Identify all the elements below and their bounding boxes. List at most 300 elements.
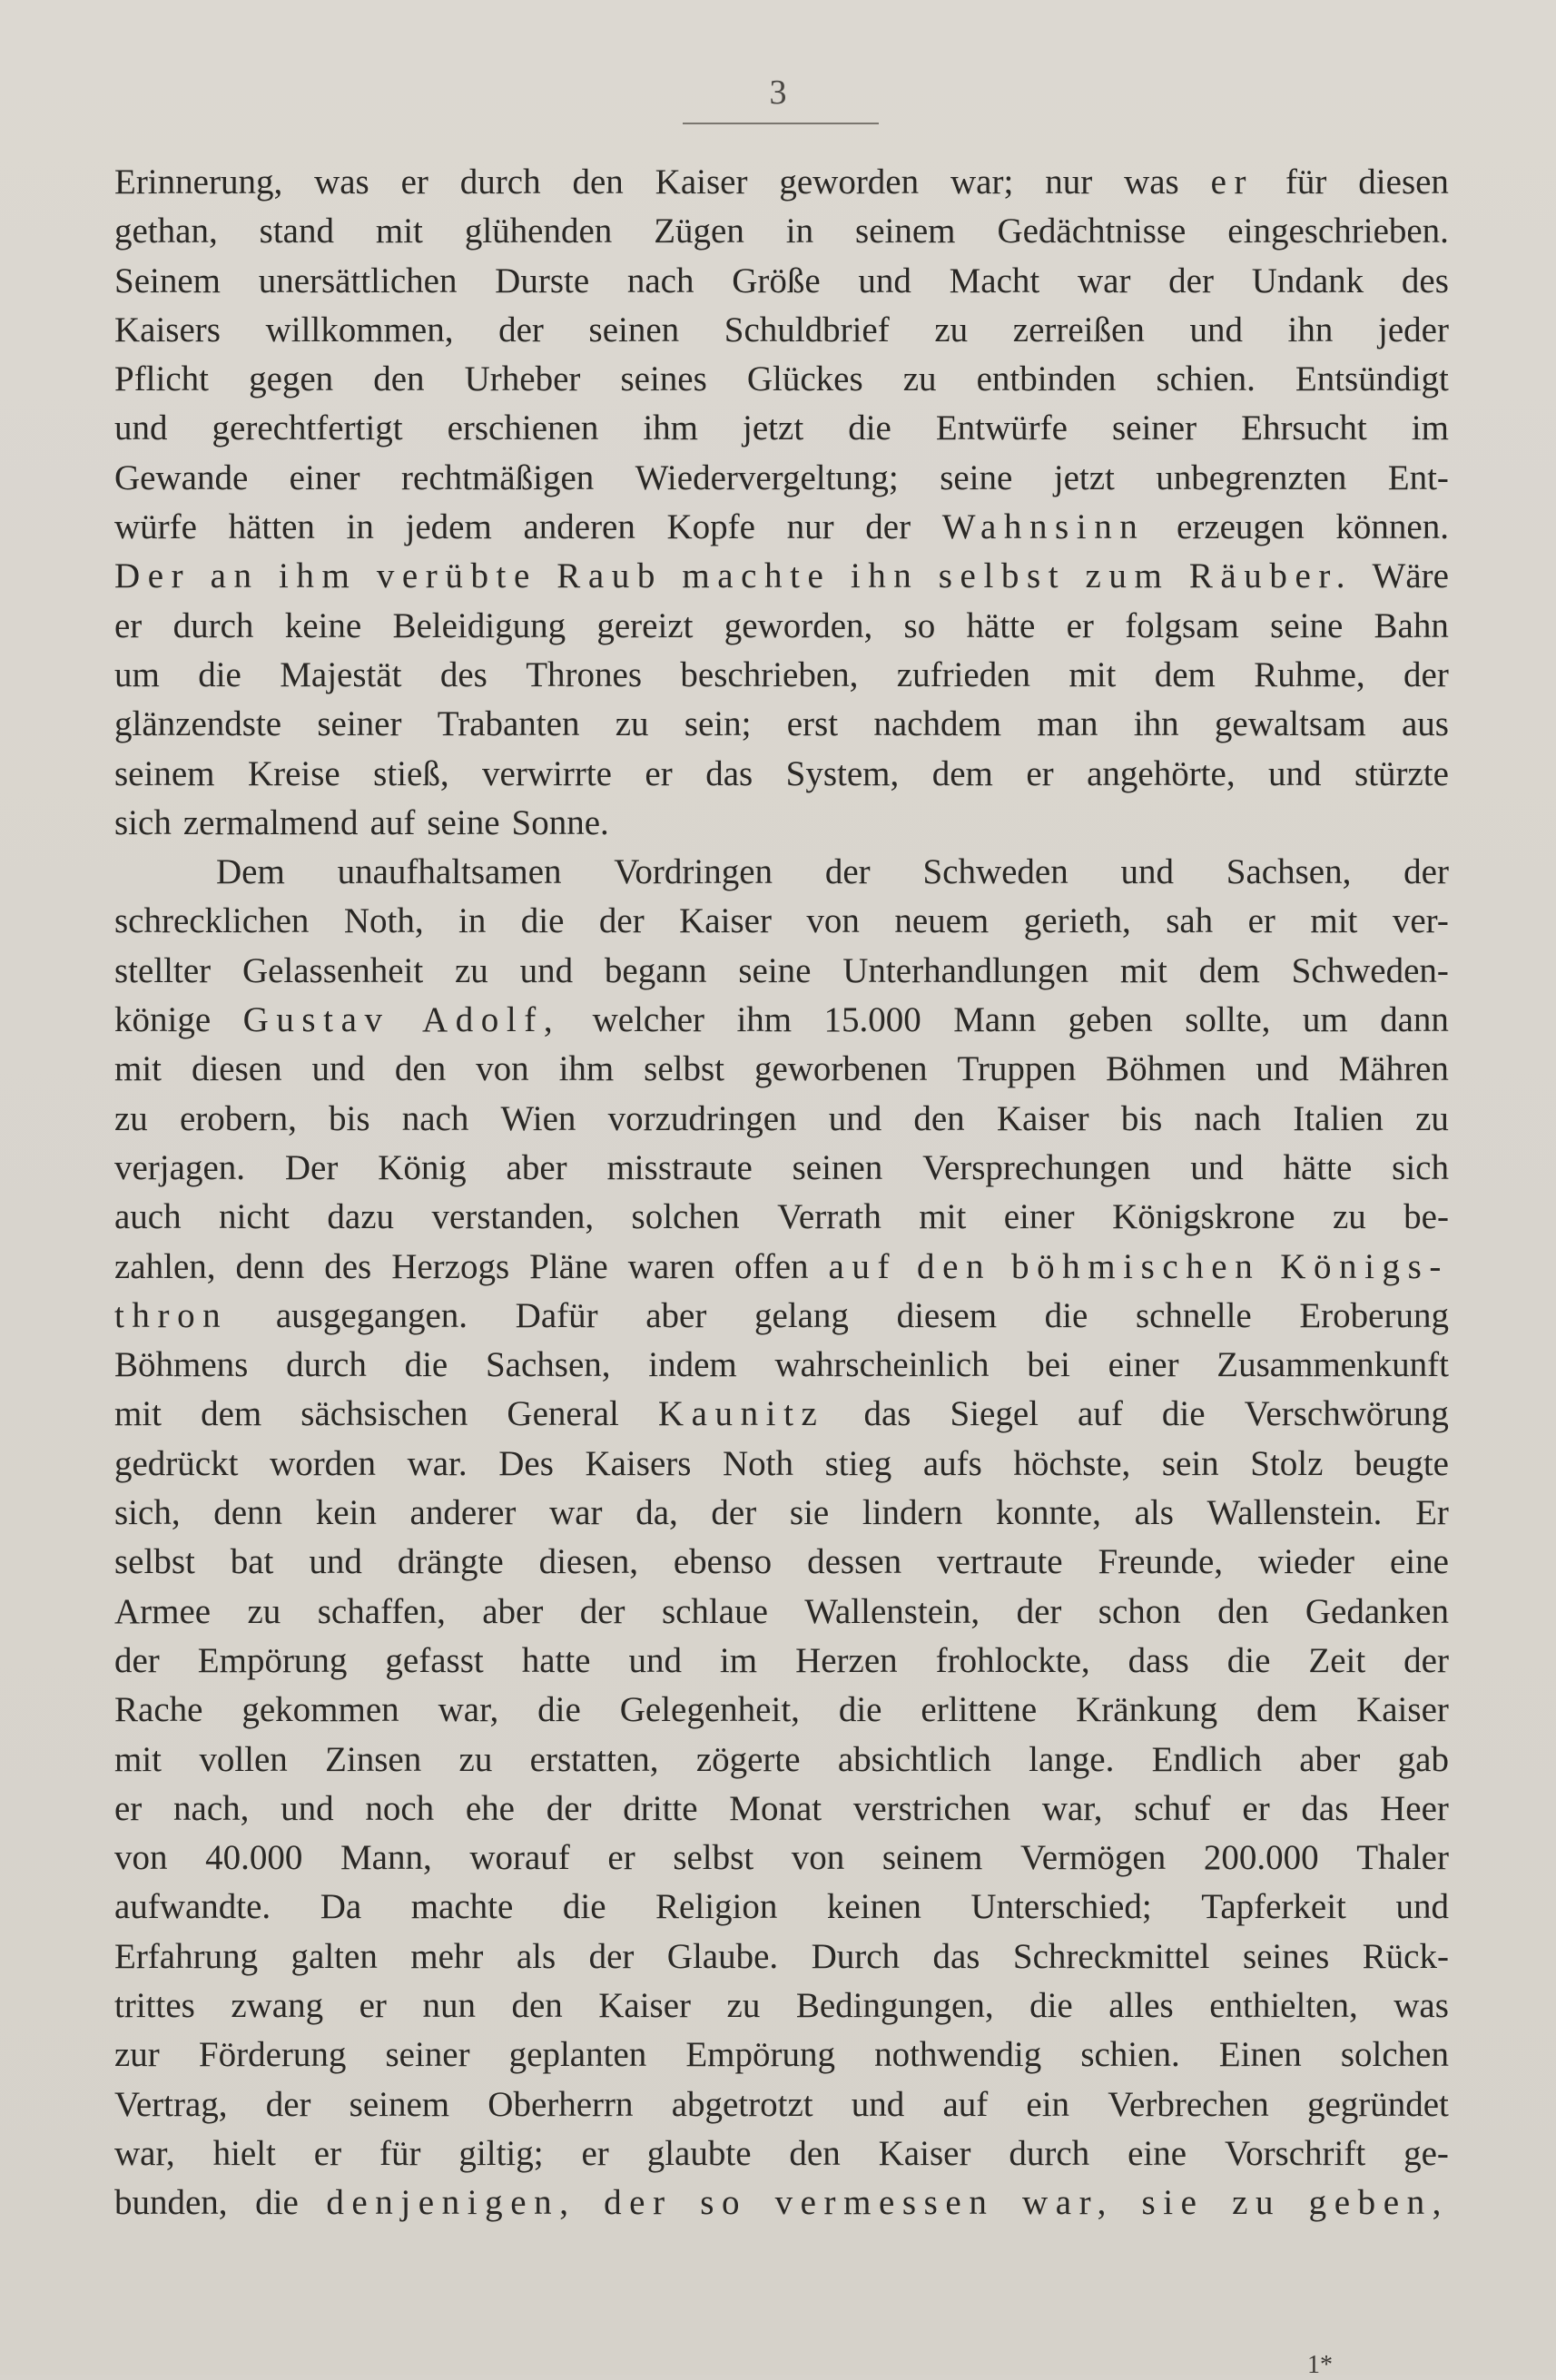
text-line (114, 552, 1449, 601)
word: aufwandte. (114, 1887, 271, 1927)
word: geworden (779, 162, 920, 202)
word: Pflicht (114, 359, 209, 399)
word: Kaiser (655, 162, 748, 202)
word: Wallenstein, (804, 1591, 980, 1631)
spaced-word: war, (1021, 2183, 1114, 2223)
word: der (1168, 261, 1214, 300)
word: von (791, 1838, 845, 1878)
word: Schuldbrief (724, 310, 890, 349)
word: er (1247, 901, 1275, 941)
word: was (1394, 1985, 1449, 2025)
word: Heer (1380, 1788, 1449, 1828)
spaced-word: sie (1141, 2183, 1205, 2223)
word: aus (1401, 704, 1449, 744)
word: ausgegangen. (275, 1295, 468, 1335)
page-number: 3 (769, 74, 787, 112)
word: jedem (405, 507, 492, 547)
spaced-word: an (210, 556, 260, 596)
text-line (114, 1440, 1449, 1489)
word: seine (1270, 605, 1344, 645)
spaced-word: thron (114, 1295, 229, 1335)
word: können. (1335, 507, 1449, 547)
word: durch (1009, 2133, 1090, 2173)
word: um (1302, 1000, 1348, 1040)
word: der (546, 1788, 592, 1828)
word: Königskrone (1112, 1197, 1295, 1237)
word: folgsam (1125, 605, 1239, 645)
word: die (838, 1690, 882, 1730)
word: das (705, 753, 753, 793)
word: Schweden- (1291, 950, 1449, 990)
word: die (255, 2183, 299, 2223)
word: Urheber (464, 359, 581, 399)
word: aber (482, 1591, 544, 1631)
word: anderer (409, 1493, 517, 1533)
word: ehe (465, 1788, 515, 1828)
word: Ent- (1387, 457, 1449, 497)
word: Freunde, (1098, 1542, 1224, 1582)
word: Tapferkeit (1201, 1887, 1346, 1927)
word: Wiedervergeltung; (635, 457, 899, 497)
word: kein (315, 1493, 377, 1533)
text-line (114, 897, 1449, 946)
text-line (114, 1588, 1449, 1637)
word: schnelle (1135, 1295, 1252, 1335)
word: glaubte (646, 2133, 752, 2173)
word: aber (645, 1295, 707, 1335)
word: Wallenstein. (1206, 1493, 1383, 1533)
word: Noth, (343, 901, 424, 941)
word: nach, (173, 1788, 250, 1828)
word: der (1016, 1591, 1062, 1631)
word: ihm (736, 1000, 793, 1040)
word: Gelassenheit (241, 950, 424, 990)
word: Gedanken (1305, 1591, 1449, 1631)
word: war (1077, 261, 1131, 300)
word: Noth (723, 1443, 793, 1483)
word: Vertrag, (114, 2084, 228, 2124)
word: galten (291, 1936, 378, 1976)
word: aber (506, 1147, 567, 1187)
word: den (913, 1098, 965, 1138)
word: jetzt (1053, 457, 1115, 497)
word: unaufhaltsamen (337, 852, 562, 892)
word: und (281, 1788, 334, 1828)
word: seiner (1111, 408, 1197, 448)
word: des (324, 1246, 372, 1286)
text-line (114, 1637, 1449, 1686)
word: ihn (1287, 310, 1334, 349)
word: was (1124, 162, 1179, 202)
word: und (858, 261, 911, 300)
word: Unterhandlungen (842, 950, 1089, 990)
word: Schweden (922, 852, 1069, 892)
word: dem (931, 753, 993, 793)
word: unbegrenzten (1156, 457, 1347, 497)
text-line (114, 207, 1449, 256)
spaced-word: Königs- (1280, 1246, 1449, 1286)
word: dem (1256, 1690, 1318, 1730)
word: verwirrte (482, 753, 612, 793)
word: denn (213, 1493, 283, 1533)
spaced-word: Räuber. (1188, 556, 1354, 596)
spaced-word: er (1210, 162, 1255, 202)
word: dazu (327, 1197, 395, 1237)
word: nach (401, 1098, 469, 1138)
word: seinem (881, 1838, 983, 1878)
word: machte (410, 1887, 514, 1927)
word: eine (1389, 1542, 1449, 1582)
text-line (114, 700, 1449, 749)
word: Thaler (1356, 1838, 1449, 1878)
word: zu (114, 1098, 148, 1138)
word: Stolz (1250, 1443, 1324, 1483)
word: indem (648, 1345, 737, 1385)
word: Größe (732, 261, 821, 300)
word: trittes (114, 1985, 195, 2025)
word: er (645, 753, 673, 793)
spaced-word: böhmischen (1011, 1246, 1261, 1286)
word: Ruhme, (1254, 654, 1365, 694)
word: noch (365, 1788, 435, 1828)
word: Verrath (777, 1197, 881, 1237)
word: seinem (349, 2084, 450, 2124)
spaced-word: so (700, 2183, 748, 2223)
word: König (378, 1147, 467, 1187)
word: sollte, (1185, 1000, 1271, 1040)
word: Sachsen, (1226, 852, 1352, 892)
word: 40.000 (205, 1838, 303, 1878)
word: und (1190, 1147, 1244, 1187)
spaced-word: ihm (279, 556, 358, 596)
text-line (114, 1341, 1449, 1390)
word: willkommen, (265, 310, 454, 349)
word: erstatten, (529, 1739, 659, 1779)
word: nothwendig (874, 2035, 1042, 2075)
word: mit (1119, 950, 1167, 990)
text-line (114, 1933, 1449, 1982)
word: sich (1392, 1147, 1449, 1187)
word: gelang (753, 1295, 849, 1335)
word: der (265, 2084, 311, 2124)
word: Monat (729, 1788, 822, 1828)
word: ihm (643, 408, 699, 448)
word: Rache (114, 1690, 203, 1730)
text-line (114, 1243, 1449, 1292)
word: das (1301, 1788, 1349, 1828)
word: diesem (896, 1295, 998, 1335)
word: mehr (410, 1936, 484, 1976)
word: Durste (495, 261, 590, 300)
word: zufrieden (896, 654, 1031, 694)
word: Kaiser (679, 901, 772, 941)
word: beugte (1354, 1443, 1449, 1483)
word: Wäre (1372, 556, 1449, 596)
word: Truppen (957, 1049, 1077, 1089)
word: aber (1299, 1739, 1361, 1779)
text-line (114, 1489, 1449, 1538)
word: im (1411, 408, 1449, 448)
header-rule (683, 123, 879, 124)
word: Majestät (280, 654, 402, 694)
word: er (1242, 1788, 1270, 1828)
word: und (1189, 310, 1243, 349)
word: zu (455, 950, 488, 990)
word: vollen (199, 1739, 288, 1779)
word: Eroberung (1299, 1295, 1449, 1335)
word: Herzogs (391, 1246, 510, 1286)
spaced-word: zu (1232, 2183, 1282, 2223)
word: bis (1120, 1098, 1163, 1138)
word: alles (1108, 1985, 1174, 2025)
text-line (114, 404, 1449, 453)
word: zu (458, 1739, 493, 1779)
word: was (314, 162, 369, 202)
word: nun (422, 1985, 476, 2025)
word: den (394, 1049, 447, 1089)
word: unersättlichen (258, 261, 458, 300)
word: und (1268, 753, 1322, 793)
word: Entwürfe (935, 408, 1068, 448)
word: und (628, 1640, 682, 1680)
word: die (404, 1345, 448, 1385)
word: er (400, 162, 428, 202)
word: hatte (521, 1640, 591, 1680)
word: General (507, 1394, 619, 1434)
spaced-word: vermessen (774, 2183, 995, 2223)
word: Sachsen, (485, 1345, 611, 1385)
word: mit (114, 1394, 162, 1434)
word: Glaube. (666, 1936, 779, 1976)
word: dem (1198, 950, 1260, 990)
word: Sonne. (511, 802, 609, 842)
text-line (114, 503, 1449, 552)
body-text (114, 158, 1449, 2228)
word: dann (1380, 1000, 1449, 1040)
spaced-word: auf (828, 1246, 898, 1286)
word: lange. (1029, 1739, 1115, 1779)
word: auf (369, 802, 416, 842)
word: den (789, 2133, 841, 2173)
word: hätten (228, 507, 315, 547)
word: die (562, 1887, 606, 1927)
word: schrecklichen (114, 901, 310, 941)
word: da, (635, 1493, 678, 1533)
word: Kränkung (1076, 1690, 1218, 1730)
word: in (346, 507, 374, 547)
word: Glückes (746, 359, 863, 399)
word: Gelegenheit, (619, 1690, 800, 1730)
spaced-word: verübte (376, 556, 537, 596)
word: erzeugen (1177, 507, 1305, 547)
word: offen (734, 1246, 809, 1286)
word: im (719, 1640, 758, 1680)
text-line (114, 1538, 1449, 1587)
word: mit (1310, 901, 1358, 941)
word: mit (375, 211, 423, 251)
word: gethan, (114, 211, 218, 251)
word: die (1226, 1640, 1271, 1680)
word: der (1403, 654, 1449, 694)
word: bis (329, 1098, 370, 1138)
text-line (114, 947, 1449, 996)
word: das (932, 1936, 980, 1976)
word: den (572, 162, 624, 202)
word: gereizt (596, 605, 694, 645)
word: erst (786, 704, 839, 744)
word: dessen (807, 1542, 902, 1582)
text-line (114, 2080, 1449, 2129)
word: begann (604, 950, 707, 990)
word: diesen, (538, 1542, 638, 1582)
word: seines (1242, 1936, 1330, 1976)
word: er (1066, 605, 1094, 645)
word: seines (620, 359, 707, 399)
text-line (114, 1095, 1449, 1144)
word: das (863, 1394, 911, 1434)
text-line (114, 2031, 1449, 2080)
word: mit (114, 1739, 162, 1779)
word: Gewande (114, 457, 249, 497)
word: seine (738, 950, 812, 990)
word: Zusammenkunft (1216, 1345, 1449, 1385)
word: aufs (922, 1443, 982, 1483)
word: und (1395, 1887, 1449, 1927)
word: der (579, 1591, 625, 1631)
word: und (1120, 852, 1175, 892)
word: würfe (114, 507, 197, 547)
word: und (1256, 1049, 1309, 1089)
word: Kaiser (996, 1098, 1089, 1138)
word: schaffen, (317, 1591, 446, 1631)
word: Empörung (197, 1640, 348, 1680)
word: Gedächtnisse (997, 211, 1187, 251)
word: Zinsen (325, 1739, 422, 1779)
word: durch (286, 1345, 367, 1385)
text-line (114, 1292, 1449, 1341)
word: 15.000 (823, 1000, 921, 1040)
word: und (851, 2084, 905, 2124)
word: Undank (1251, 261, 1364, 300)
spaced-word: Adolf, (421, 1000, 561, 1040)
word: war, (438, 1690, 499, 1730)
word: den (1217, 1591, 1269, 1631)
word: abgetrotzt (671, 2084, 813, 2124)
word: Kaiser (878, 2133, 971, 2173)
word: zur (114, 2035, 160, 2075)
word: Böhmen (1106, 1049, 1226, 1089)
word: um (114, 654, 160, 694)
word: für (379, 2133, 421, 2173)
word: mit (1069, 654, 1117, 694)
word: seinen (588, 310, 680, 349)
word: seine (427, 802, 500, 842)
word: der (588, 1936, 635, 1976)
text-line (114, 1834, 1449, 1883)
word: solchen (631, 1197, 740, 1237)
word: solchen (1340, 2035, 1449, 2075)
word: schuf (1134, 1788, 1211, 1828)
word: Kopfe (666, 507, 755, 547)
word: keine (284, 605, 362, 645)
text-line (114, 454, 1449, 503)
word: Oberherrn (487, 2084, 634, 2124)
word: gedrückt (114, 1443, 239, 1483)
word: zu (615, 704, 649, 744)
word: auch (114, 1197, 182, 1237)
word: Mann, (340, 1838, 432, 1878)
word: eine (1128, 2133, 1187, 2173)
word: geplanten (508, 2035, 647, 2075)
word: beschrieben, (680, 654, 859, 694)
word: gerechtfertigt (212, 408, 403, 448)
word: die (198, 654, 241, 694)
word: Schreckmittel (1012, 1936, 1210, 1976)
text-line (114, 1144, 1449, 1193)
word: keinen (826, 1887, 921, 1927)
word: Wien (500, 1098, 576, 1138)
word: gerieth, (1023, 901, 1131, 941)
word: sein; (684, 704, 752, 744)
text-line (114, 602, 1449, 651)
text-line (114, 1686, 1449, 1735)
word: und (114, 408, 168, 448)
word: zu (902, 359, 937, 399)
word: so (903, 605, 936, 645)
word: drängte (397, 1542, 504, 1582)
word: ein (1026, 2084, 1070, 2124)
word: Erfahrung (114, 1936, 259, 1976)
word: misstraute (606, 1147, 753, 1187)
word: Mann (953, 1000, 1037, 1040)
word: die (537, 1690, 581, 1730)
word: Seinem (114, 261, 221, 300)
text-line (114, 799, 1449, 848)
word: Kaisers (585, 1443, 692, 1483)
word: höchste, (1013, 1443, 1131, 1483)
word: bat (230, 1542, 274, 1582)
spaced-word: Kaunitz (657, 1394, 825, 1434)
word: nachdem (873, 704, 1002, 744)
text-line (114, 750, 1449, 799)
word: war, (1041, 1788, 1103, 1828)
word: Vordringen (614, 852, 773, 892)
word: er (1026, 753, 1054, 793)
text-line (114, 1982, 1449, 2031)
word: Empörung (685, 2035, 835, 2075)
word: System, (785, 753, 900, 793)
word: gegen (249, 359, 334, 399)
word: nur (786, 507, 834, 547)
text-line (114, 651, 1449, 700)
word: und (828, 1098, 882, 1138)
word: neuem (894, 901, 990, 941)
word: der (1403, 852, 1449, 892)
word: Dem (216, 852, 285, 892)
word: die (1044, 1295, 1088, 1335)
word: der (865, 507, 911, 547)
word: zahlen, (114, 1246, 216, 1286)
word: er (607, 1838, 635, 1878)
word: Kaiser (598, 1985, 692, 2025)
word: sie (789, 1493, 830, 1533)
spaced-word: Der (114, 556, 192, 596)
word: auf (1078, 1394, 1123, 1434)
word: giltig; (458, 2133, 544, 2173)
word: sich, (114, 1493, 181, 1533)
word: seinem (114, 753, 215, 793)
word: Vorschrift (1224, 2133, 1366, 2173)
